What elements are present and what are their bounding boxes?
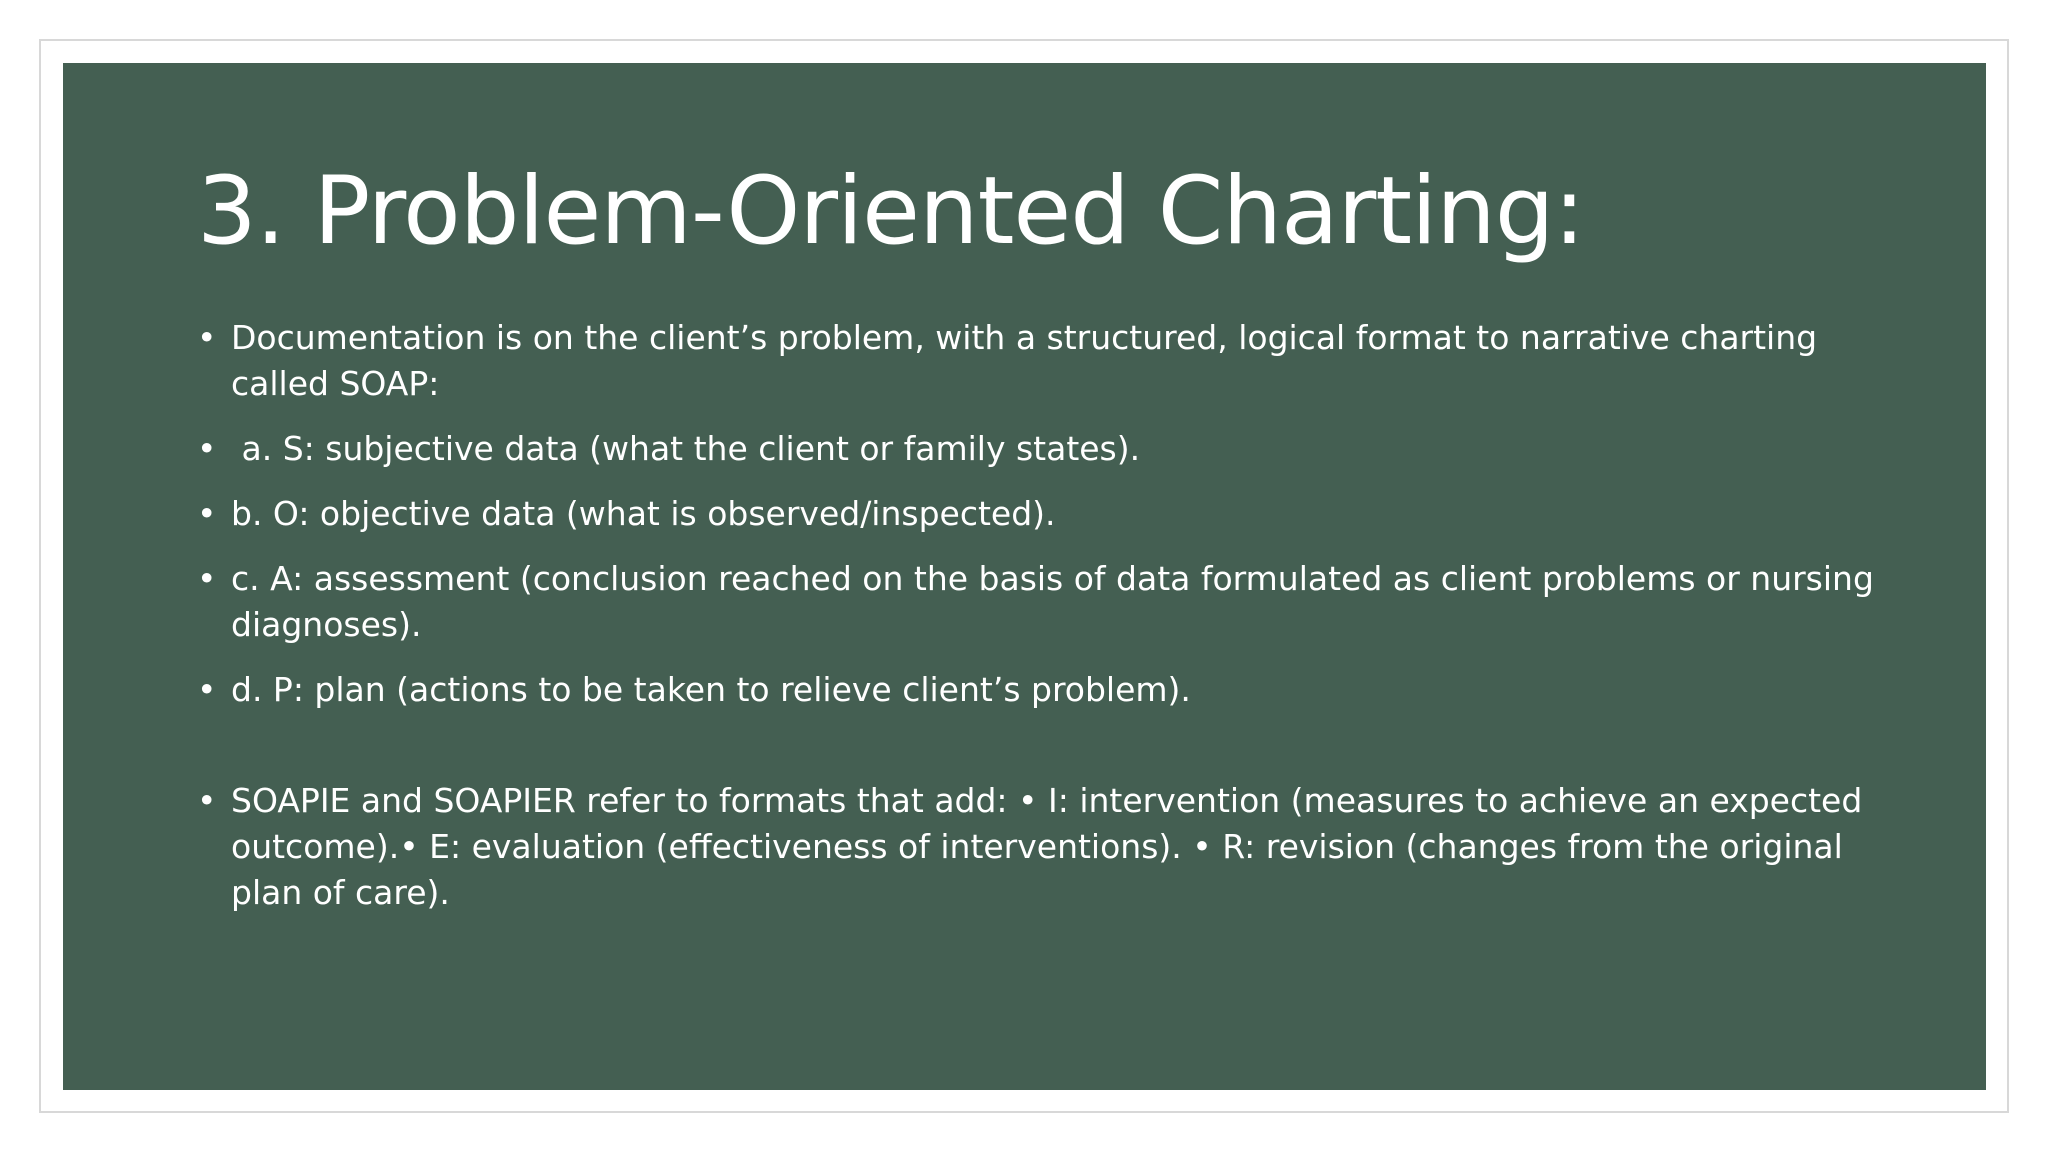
bullet-dot: •	[197, 429, 217, 468]
bullet-item	[197, 491, 1917, 537]
bullet-dot: •	[197, 670, 217, 709]
bullet-dot: •	[197, 494, 217, 533]
bullet-item	[197, 667, 1917, 713]
bullet-item	[197, 778, 1917, 916]
bullet-dot: •	[197, 318, 217, 357]
bullet-text: a. S: subjective data (what the client or family states).	[231, 429, 1141, 468]
bullet-text: d. P: plan (actions to be taken to relieve client’s problem).	[231, 670, 1191, 709]
bullet-text: c. A: assessment (conclusion reached on the basis of data formulated as client problems or nursing diagnoses).	[231, 559, 1874, 644]
slide	[63, 63, 1986, 1090]
bullet-text: b. O: objective data (what is observed/inspected).	[231, 494, 1056, 533]
bullet-dot: •	[197, 559, 217, 598]
bullet-text: SOAPIE and SOAPIER refer to formats that add: • I: intervention (measures to achieve an expected outcome).• E: evaluation (effectiveness of interventions). • R: revision (changes from the original plan of care).	[231, 781, 1863, 912]
bullet-list	[197, 315, 1917, 935]
bullet-item	[197, 556, 1917, 648]
bullet-item	[197, 426, 1917, 472]
bullet-dot: •	[197, 781, 217, 820]
bullet-item	[197, 315, 1917, 407]
slide-title: 3. Problem-Oriented Charting:	[197, 157, 1585, 266]
bullet-text: Documentation is on the client’s problem, with a structured, logical format to narrative charting called SOAP:	[231, 318, 1818, 403]
